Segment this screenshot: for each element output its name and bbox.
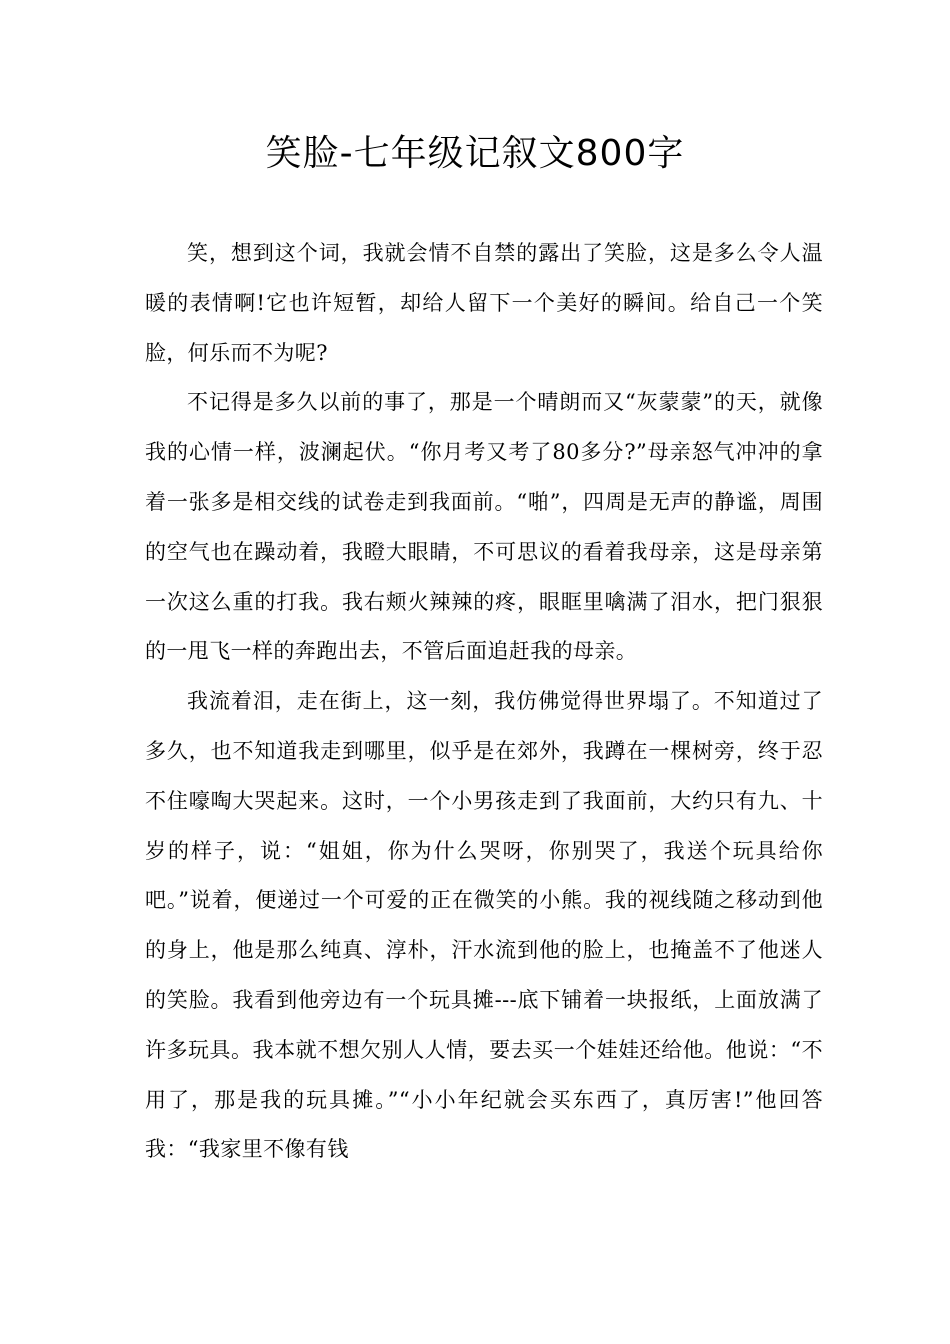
document-title: 笑脸-七年级记叙文800字: [265, 133, 685, 174]
paragraph: 我流着泪，走在街上，这一刻，我仿佛觉得世界塌了。不知道过了多久，也不知道我走到哪里，似乎是在郊外，我蹲在一棵树旁，终于忍不住嚎啕大哭起来。这时，一个小男孩走到了我面前，大约只有九、十岁的样子，说：“姐姐，你为什么哭呀，你别哭了，我送个玩具给你吧。”说着，便递过一个可爱的正在微笑的小熊。我的视线随之移动到他的身上，他是那么纯真、淳朴，汗水流到他的脸上，也掩盖不了他迷人的笑脸。我看到他旁边有一个玩具摊---底下铺着一块报纸，上面放满了许多玩具。我本就不想欠别人人情，要去买一个娃娃还给他。他说：“不用了，那是我的玩具摊。”“小小年纪就会买东西了，真厉害!”他回答我：“我家里不像有钱: [145, 689, 823, 1162]
document-body: [145, 229, 823, 1175]
paragraph: 不记得是多久以前的事了，那是一个晴朗而又“灰蒙蒙”的天，就像我的心情一样，波澜起伏。“你月考又考了80多分?”母亲怒气冲冲的拿着一张多是相交线的试卷走到我面前。“啪”，四周是无声的静谧，周围的空气也在躁动着，我瞪大眼睛，不可思议的看着我母亲，这是母亲第一次这么重的打我。我右颊火辣辣的疼，眼眶里噙满了泪水，把门狠狠的一甩飞一样的奔跑出去，不管后面追赶我的母亲。: [145, 390, 823, 664]
paragraph: 笑，想到这个词，我就会情不自禁的露出了笑脸，这是多么令人温暖的表情啊!它也许短暂，却给人留下一个美好的瞬间。给自己一个笑脸，何乐而不为呢?: [145, 241, 823, 365]
